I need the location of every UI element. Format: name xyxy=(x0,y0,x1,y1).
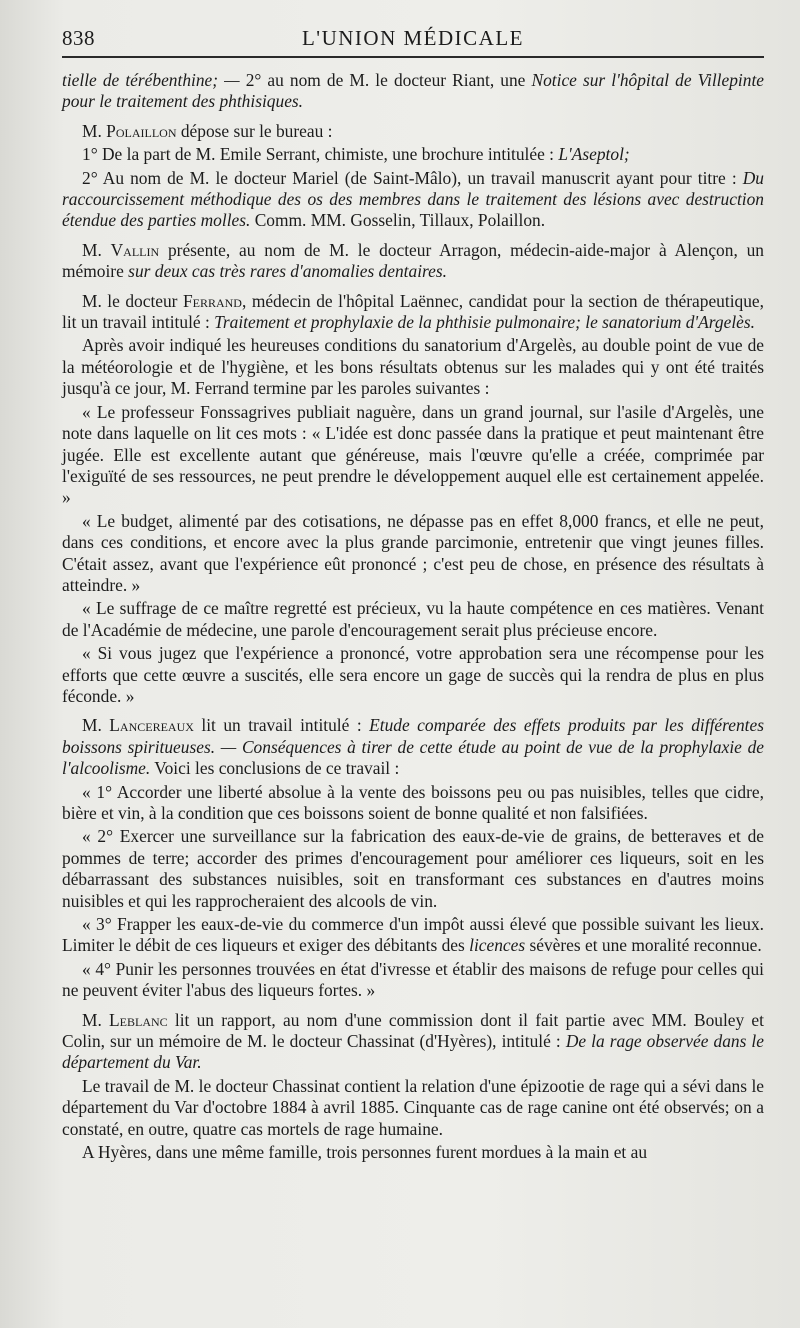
paragraph-p2 xyxy=(62,121,764,142)
text-run: dépose sur le bureau : xyxy=(176,120,333,141)
text-run: « Si vous jugez que l'expérience a prononcé, votre approbation sera une récompense pour les efforts que cette œuvre a suscités, elle sera encore un gage de succès qui la rendra de plus en plus féconde. » xyxy=(62,643,764,706)
text-run: lit un travail intitulé : xyxy=(193,715,370,736)
text-run: A Hyères, dans une même famille, trois personnes furent mordues à la main et au xyxy=(82,1142,648,1163)
text-run: Comm. MM. Gosselin, Tillaux, Polaillon. xyxy=(250,210,546,231)
text-run: 1° De la part de M. Emile Serrant, chimiste, une brochure intitulée : xyxy=(82,144,559,165)
text-run: 2° au nom de M. le docteur Riant, une xyxy=(245,70,532,90)
text-run: M. le docteur xyxy=(82,290,183,311)
italic-title: L'Aseptol; xyxy=(558,144,630,165)
paragraph-p14 xyxy=(62,826,764,912)
journal-title: L'UNION MÉDICALE xyxy=(301,26,524,50)
text-run: présente, au nom de M. le docteur Arragon, médecin-aide-major à Alençon, un mémoire xyxy=(62,239,764,282)
paragraph-p3 xyxy=(62,144,764,165)
italic-title: Etude comparée des effets produits par les différentes boissons spiritueuses. — Conséquences à tirer de cette étude au point de vue de la prophylaxie de l'alcoolisme. xyxy=(62,715,764,779)
text-run: « Le professeur Fonssagrives publiait naguère, dans un grand journal, sur l'asile d'Argelès, une note dans laquelle on lit ces mots : « L'idée est donc passée dans la pratique et peut maintenant être jugée. Elle est excellente autant que généreuse, mais l'œuvre qu'elle a créée, comprimée par l'exiguïté de ses ressources, ne peut prendre le développement auquel elle est certainement appelée. » xyxy=(62,401,764,508)
paragraph-p5 xyxy=(62,240,764,283)
text-run: Après avoir indiqué les heureuses conditions du sanatorium d'Argelès, au double point de vue de la météorologie et de l'hygiène, et les bons résultats obtenus sur les malades qui y ont été traités jusqu'à ce jour, M. Ferrand termine par les paroles suivantes : xyxy=(62,335,764,399)
italic-title: Notice sur l'hôpital de Villepinte pour le traitement des phthisiques. xyxy=(62,70,765,112)
text-run: lit un rapport, au nom d'une commission dont il fait partie avec MM. Bouley et Colin, sur un mémoire de M. le docteur Chassinat (d'Hyères), intitulé : xyxy=(62,1009,764,1052)
paragraph-p19 xyxy=(62,1142,764,1163)
page-header xyxy=(62,22,764,58)
text-run: « 2° Exercer une surveillance sur la fabrication des eaux-de-vie de grains, de betteraves et de pommes de terre; accorder des primes d'encouragement pour améliorer ces liqueurs, soit en les débarrassant des substances nuisibles, soit en transformant ces substances en d'autres moins nuisibles et qui les rapprocheraient des alcools de vin. xyxy=(62,826,764,911)
paragraph-p11 xyxy=(62,643,764,707)
article-body xyxy=(62,70,764,1164)
text-run: M. xyxy=(82,239,111,260)
italic-title: sur deux cas très rares d'anomalies dentaires. xyxy=(128,261,447,282)
paragraph-p16 xyxy=(62,959,764,1002)
italic-title: licences xyxy=(469,935,526,956)
speaker-name: Vallin xyxy=(110,239,160,260)
text-run: M. xyxy=(82,715,110,736)
paragraph-p13 xyxy=(62,782,764,825)
paragraph-p12 xyxy=(62,715,764,779)
paragraph-p1 xyxy=(62,70,764,113)
paragraph-p15 xyxy=(62,914,764,957)
text-run: « Le suffrage de ce maître regretté est précieux, vu la haute compétence en ces matières. Venant de l'Académie de médecine, une parole d'encouragement serait plus précieuse encore. xyxy=(62,598,764,640)
page-number: 838 xyxy=(62,26,95,50)
speaker-name: Ferrand xyxy=(182,290,242,311)
text-run: , médecin de l'hôpital Laënnec, candidat pour la section de thérapeutique, lit un travail intitulé : xyxy=(62,290,764,333)
text-run: Le travail de M. le docteur Chassinat contient la relation d'une épizootie de rage qui a sévi dans le département du Var d'octobre 1884 à avril 1885. Cinquante cas de rage canine ont été observés; on a constaté, en outre, quatre cas mortels de rage humaine. xyxy=(62,1075,764,1139)
text-run: « 1° Accorder une liberté absolue à la vente des boissons peu ou pas nuisibles, telles que cidre, bière et vin, à la condition que ces boissons soient de bonne qualité et non falsifiées. xyxy=(62,781,764,823)
text-run: « 4° Punir les personnes trouvées en état d'ivresse et établir des maisons de refuge pour celles qui ne peuvent éviter l'abus des liqueurs fortes. » xyxy=(62,958,764,1001)
speaker-name: Leblanc xyxy=(109,1009,168,1030)
text-run: M. xyxy=(82,1009,110,1030)
italic-title: Du raccourcissement méthodique des os des membres dans le traitement des lésions avec destruction étendue des parties molles. xyxy=(62,167,764,231)
paragraph-p18 xyxy=(62,1076,764,1140)
speaker-name: Polaillon xyxy=(106,120,177,141)
text-run: « 3° Frapper les eaux-de-vie du commerce d'un impôt aussi élevé que possible suivant les lieux. Limiter le débit de ces liqueurs et exiger des débitants des xyxy=(62,914,764,956)
paragraph-p7 xyxy=(62,335,764,399)
paragraph-p4 xyxy=(62,168,764,232)
italic-title: tielle de térébenthine; — xyxy=(62,70,246,90)
paragraph-p6 xyxy=(62,291,764,334)
text-run: « Le budget, alimenté par des cotisations, ne dépasse pas en effet 8,000 francs, et elle ne peut, dans ces conditions, et encore avec la plus grande parcimonie, entretenir que vingt jeunes filles. C'était assez, avant que l'expérience eût prononcé ; c'est peu de chose, en présence des résultats à atteindre. » xyxy=(62,510,764,595)
speaker-name: Lancereaux xyxy=(109,715,194,736)
text-run: 2° Au nom de M. le docteur Mariel (de Saint-Mâlo), un travail manuscrit ayant pour titre : xyxy=(82,167,743,188)
paragraph-p17 xyxy=(62,1010,764,1074)
text-run: sévères et une moralité reconnue. xyxy=(525,935,762,956)
paragraph-p9 xyxy=(62,511,764,597)
text-run: Voici les conclusions de ce travail : xyxy=(150,758,400,779)
paragraph-p10 xyxy=(62,598,764,641)
italic-title: Traitement et prophylaxie de la phthisie pulmonaire; le sanatorium d'Argelès. xyxy=(214,312,755,333)
italic-title: De la rage observée dans le département du Var. xyxy=(62,1031,764,1073)
paragraph-p8 xyxy=(62,402,764,509)
text-run: M. xyxy=(82,120,107,141)
